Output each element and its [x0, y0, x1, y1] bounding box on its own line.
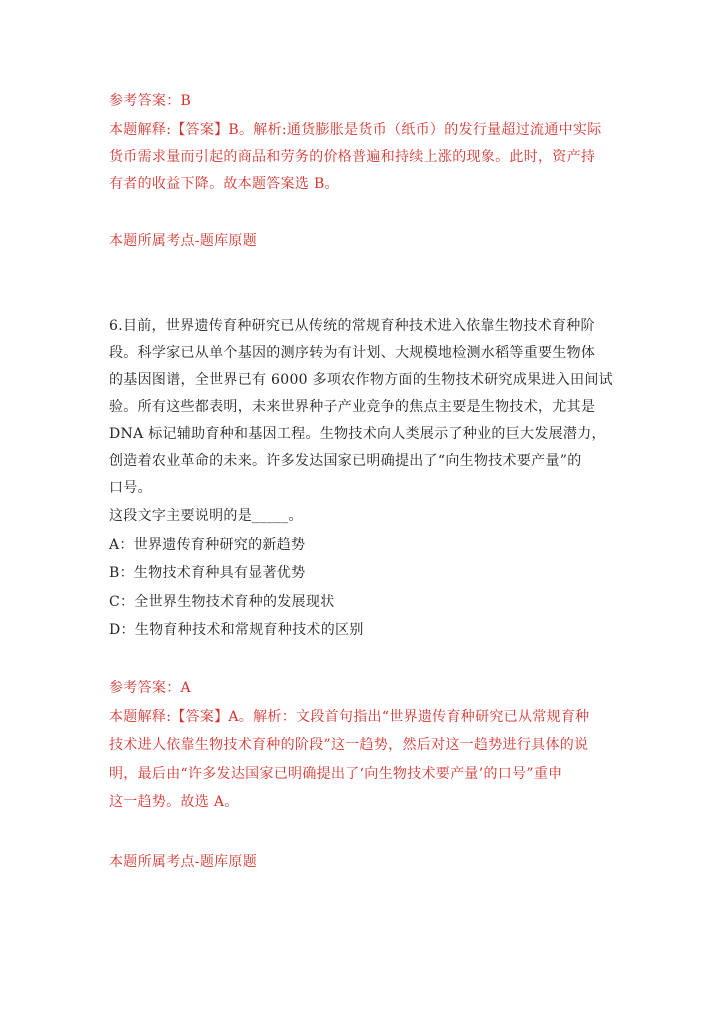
option-b: B：生物技术育种具有显著优势: [109, 565, 306, 581]
question-stem-line: 的基因图谱，全世界已有 6000 多项农作物方面的生物技术研究成果进入田间试: [109, 372, 613, 388]
question-stem-line: 验。所有这些都表明，未来世界种子产业竞争的焦点主要是生物技术，尤其是: [109, 399, 596, 415]
explanation-line: 本题解释:【答案】B。解析:通货膨胀是货币（纸币）的发行量超过流通中实际: [109, 122, 602, 138]
question-stem-line: DNA 标记辅助育种和基因工程。生物技术向人类展示了种业的巨大发展潜力，: [109, 426, 606, 442]
answer-line-1: 参考答案：B: [109, 93, 192, 109]
explanation-line: 本题解释:【答案】A。解析：文段首句指出“世界遗传育种研究已从常规育种: [109, 709, 590, 725]
question-stem-line: 口号。: [109, 480, 152, 496]
question-prompt: 这段文字主要说明的是_____。: [109, 508, 303, 524]
question-stem-line: 段。科学家已从单个基因的测序转为有计划、大规模地检测水稻等重要生物体: [109, 345, 596, 361]
explanation-line: 货币需求量而引起的商品和劳务的价格普遍和持续上涨的现象。此时，资产持: [109, 149, 596, 165]
option-d: D：生物育种技术和常规育种技术的区别: [109, 622, 364, 638]
explanation-line: 有者的收益下降。故本题答案选 B。: [109, 176, 339, 192]
explanation-line: 明，最后由“许多发达国家已明确提出了‘向生物技术要产量’的口号”重申: [109, 766, 563, 782]
source-line-1: 本题所属考点-题库原题: [109, 233, 258, 249]
question-stem-line: 创造着农业革命的未来。许多发达国家已明确提出了“向生物技术要产量”的: [109, 453, 582, 469]
answer-line-2: 参考答案：A: [109, 680, 191, 696]
question-stem-line: 6.目前，世界遗传育种研究已从传统的常规育种技术进入依靠生物技术育种阶: [109, 318, 595, 334]
option-a: A：世界遗传育种研究的新趋势: [109, 537, 306, 553]
option-c: C：全世界生物技术育种的发展现状: [109, 594, 335, 610]
explanation-line: 这一趋势。故选 A。: [109, 794, 239, 810]
source-line-2: 本题所属考点-题库原题: [109, 854, 258, 870]
explanation-line: 技术进人依靠生物技术育种的阶段”这一趋势，然后对这一趋势进行具体的说: [109, 737, 589, 753]
